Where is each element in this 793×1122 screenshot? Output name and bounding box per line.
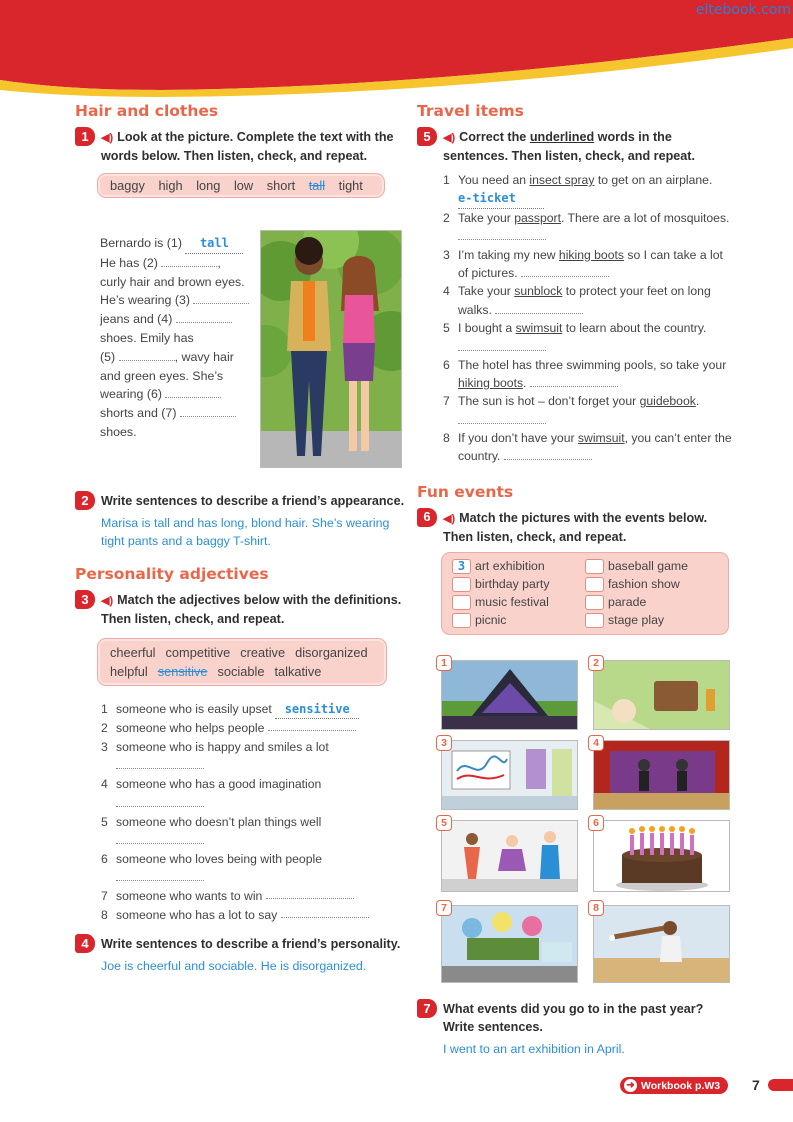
word: short [266, 178, 296, 193]
picture-8[interactable] [593, 905, 730, 983]
travel-sentences [443, 171, 733, 466]
section-title-hair-clothes: Hair and clothes [75, 102, 219, 120]
word: creative [240, 645, 286, 660]
blank-field[interactable] [176, 311, 232, 323]
page-number: 7 [752, 1077, 760, 1093]
section-title-travel: Travel items [417, 102, 524, 120]
word: high [158, 178, 183, 193]
picture-7[interactable] [441, 905, 578, 983]
list-item: 6 The hotel has three swimming pools, so take your hiking boots. [443, 357, 727, 391]
word: baggy [110, 178, 145, 193]
blank-field[interactable] [458, 228, 546, 240]
blank-field[interactable] [458, 339, 546, 351]
sample-answer: Marisa is tall and has long, blond hair. She’s wearing tight pants and a baggy T-shirt. [101, 516, 390, 548]
list-item: 2 Take your passport. There are a lot of mosquitoes. [443, 209, 733, 246]
blank-field[interactable] [193, 292, 249, 304]
event-option[interactable]: music festival [452, 595, 585, 610]
sample-answer: I went to an art exhibition in April. [443, 1042, 625, 1056]
workbook-link-label: Workbook p.W3 [641, 1079, 721, 1092]
answer-field[interactable]: e-ticket [458, 189, 544, 208]
blank-field[interactable] [281, 906, 369, 918]
page-tab [768, 1079, 793, 1091]
task-instruction: Match the adjectives below with the definitions. Then listen, check, and repeat. [101, 593, 402, 626]
task-number: 2 [75, 491, 95, 510]
task-instruction: Write sentences to describe a friend’s appearance. [101, 494, 405, 508]
picture-label: 2 [588, 655, 604, 671]
answer-checkbox[interactable] [452, 595, 471, 610]
task-number: 5 [417, 127, 437, 146]
task-4 [75, 935, 405, 953]
blank-field[interactable] [119, 349, 175, 361]
blank-field[interactable] [161, 255, 217, 267]
blank-field[interactable] [116, 832, 204, 844]
blank-field[interactable] [116, 869, 204, 881]
word: sociable [217, 664, 265, 679]
task-instruction: Look at the picture. Complete the text with the words below. Then listen, check, and repeat. [101, 130, 394, 163]
left-column [75, 100, 405, 975]
audio-icon[interactable]: ◀) [101, 595, 114, 607]
word: talkative [274, 664, 322, 679]
word-box [97, 173, 385, 198]
task-number: 4 [75, 934, 95, 953]
blank-field[interactable] [180, 405, 236, 417]
audio-icon[interactable]: ◀) [443, 132, 456, 144]
task-1 [75, 128, 405, 165]
list-item: 1 someone who is easily upset sensitive [101, 700, 405, 719]
task-number: 1 [75, 127, 95, 146]
blank-field[interactable] [116, 757, 204, 769]
section-title-personality: Personality adjectives [75, 565, 269, 583]
list-item: 5 someone who doesn’t plan things well [101, 814, 322, 829]
list-item: 4 someone who has a good imagination [101, 777, 322, 792]
event-option[interactable]: baseball game [585, 559, 718, 574]
answer-field[interactable]: tall [185, 234, 243, 254]
picture-4[interactable] [593, 740, 730, 810]
event-option[interactable]: birthday party [452, 577, 585, 592]
event-option[interactable]: picnic [452, 613, 585, 628]
blank-field[interactable] [504, 448, 592, 460]
task-instruction: Match the pictures with the events below. Then listen, check, and repeat. [443, 510, 708, 544]
picture-label: 6 [588, 815, 604, 831]
answer-checkbox[interactable] [585, 613, 604, 628]
event-option[interactable]: parade [585, 595, 718, 610]
event-option[interactable]: stage play [585, 613, 718, 628]
answer-field[interactable]: sensitive [275, 700, 359, 719]
definitions-list [101, 700, 405, 924]
list-item: 1 You need an insect spray to get on an airplane. [443, 173, 713, 187]
task-2 [75, 492, 405, 510]
workbook-link[interactable] [620, 1077, 728, 1094]
blank-field[interactable] [266, 887, 354, 899]
picture-label: 5 [436, 815, 452, 831]
description-text: Bernardo is (1) tall He has (2) , curly hair and brown eyes. He’s wearing (3) jeans and (4) shoes. Emily has (5) , wavy hair and green eyes. She’s wearing (6) shorts and (7) shoes. [100, 234, 260, 442]
picture-label: 4 [588, 735, 604, 751]
word: tight [338, 178, 363, 193]
picture-5[interactable] [441, 820, 578, 892]
events-box [441, 552, 729, 635]
picture-label: 7 [436, 900, 452, 916]
blank-field[interactable] [458, 412, 546, 424]
blank-field[interactable] [268, 719, 356, 731]
task-number: 6 [417, 508, 437, 527]
task-instruction: Write sentences to describe a friend’s personality. [101, 937, 401, 952]
word-used: sensitive [157, 664, 208, 679]
task-number: 3 [75, 590, 95, 609]
watermark: eltebook.com [695, 2, 791, 18]
answer-checkbox[interactable] [585, 595, 604, 610]
word: cheerful [110, 645, 156, 660]
adjective-box [97, 638, 387, 686]
word: competitive [165, 645, 231, 660]
audio-icon[interactable]: ◀) [443, 512, 456, 525]
answer-checkbox[interactable] [585, 559, 604, 574]
answer-checkbox[interactable] [452, 613, 471, 628]
header-banner [0, 0, 793, 100]
people-illustration [260, 230, 402, 468]
word: long [196, 178, 221, 193]
list-item: 8 someone who has a lot to say [101, 906, 405, 924]
picture-1[interactable] [441, 660, 578, 730]
blank-field[interactable] [116, 795, 204, 807]
list-item: 4 Take your sunblock to protect your feet on long walks. [443, 284, 711, 317]
list-item: 2 someone who helps people [101, 719, 405, 737]
event-option[interactable]: 3 art exhibition [452, 559, 585, 574]
task-7 [417, 1000, 737, 1036]
sample-answer: Joe is cheerful and sociable. He is disorganized. [101, 959, 367, 974]
picture-6[interactable] [593, 820, 730, 892]
picture-3[interactable] [441, 740, 578, 810]
list-item: 6 someone who loves being with people [101, 852, 322, 867]
list-item: 3 I’m taking my new hiking boots so I can take a lot of pictures. [443, 247, 723, 281]
picture-label: 1 [436, 655, 452, 671]
word: disorganized [295, 645, 368, 660]
word: helpful [110, 664, 148, 679]
answer-checkbox[interactable]: 3 [452, 559, 471, 574]
answer-checkbox[interactable] [585, 577, 604, 592]
audio-icon[interactable]: ◀) [101, 132, 114, 144]
event-option[interactable]: fashion show [585, 577, 718, 592]
word-used: tall [308, 178, 326, 193]
picture-label: 3 [436, 735, 452, 751]
section-title-fun-events: Fun events [417, 482, 514, 501]
task-number: 7 [417, 999, 437, 1018]
list-item: 5 I bought a swimsuit to learn about the country. [443, 321, 707, 336]
task-5: 5 ◀) Correct the underlined words in the sentences. Then listen, check, and repeat. [417, 128, 737, 165]
task-7-block [417, 1000, 737, 1058]
task-instruction: What events did you go to in the past year? Write sentences. [443, 1002, 704, 1034]
list-item: 3 someone who is happy and smiles a lot [101, 739, 329, 754]
word: low [233, 178, 254, 193]
task-6 [417, 509, 737, 546]
blank-field[interactable] [165, 386, 221, 398]
answer-checkbox[interactable] [452, 577, 471, 592]
right-column [417, 100, 737, 635]
picture-label: 8 [588, 900, 604, 916]
blank-field[interactable] [530, 375, 618, 387]
arrow-right-icon: ➜ [624, 1079, 637, 1092]
picture-2[interactable] [593, 660, 730, 730]
list-item: 8 If you don’t have your swimsuit, you can’t enter the country. [443, 430, 732, 464]
task-3 [75, 591, 405, 628]
blank-field[interactable] [521, 265, 609, 277]
list-item: 7 The sun is hot – don’t forget your guidebook. [443, 394, 700, 409]
blank-field[interactable] [495, 302, 583, 314]
list-item: 7 someone who wants to win [101, 887, 405, 905]
